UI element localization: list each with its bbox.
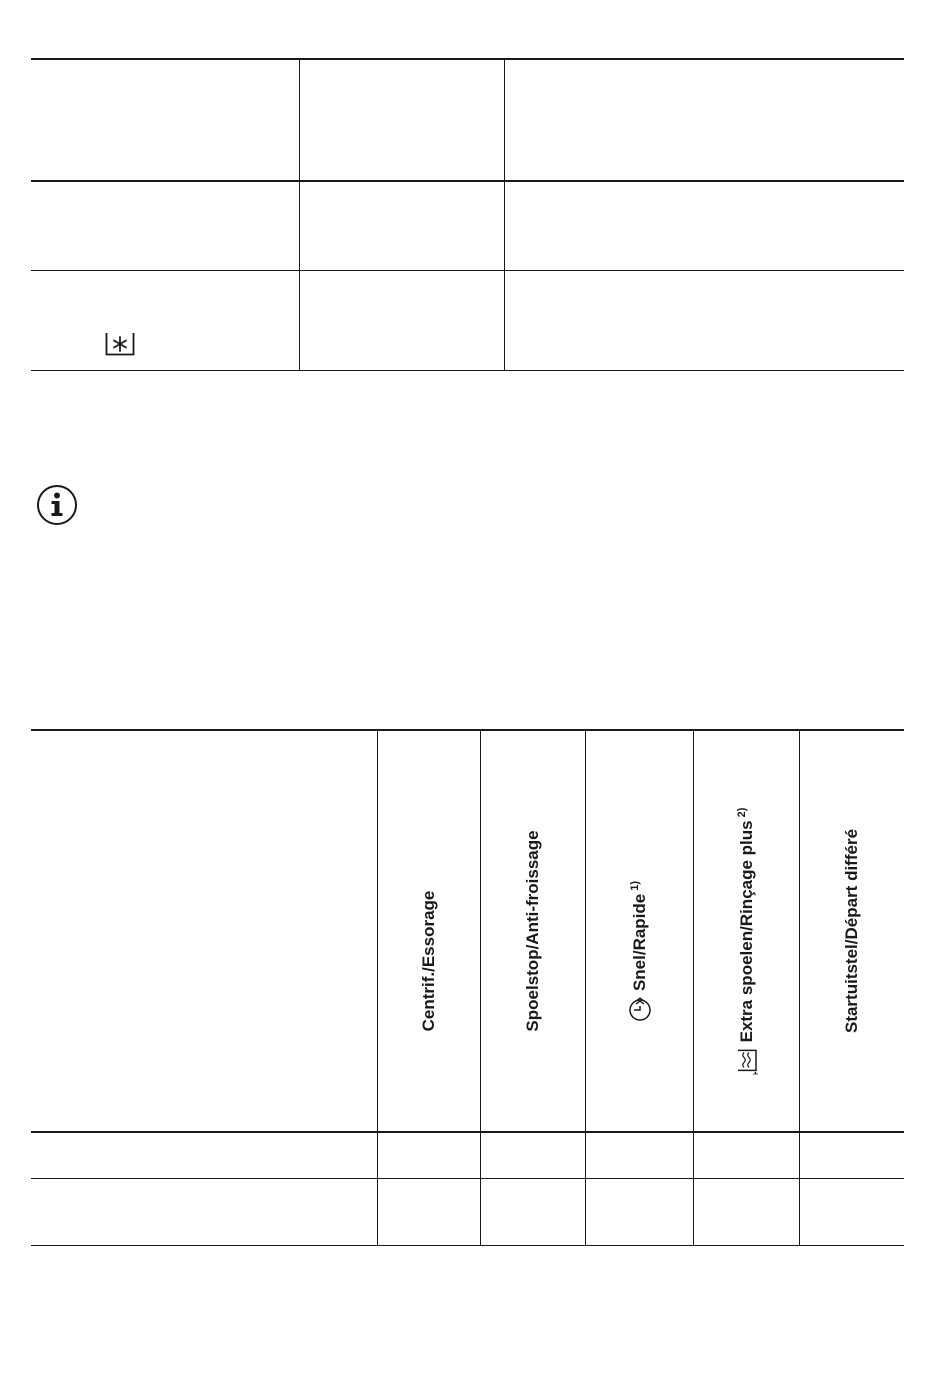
column-header-label: Startuitstel/Départ différé: [842, 828, 861, 1034]
table-row: [31, 1133, 904, 1178]
quick-icon: [628, 995, 652, 1021]
extra-rinse-icon: [736, 1046, 758, 1074]
table-row: [31, 271, 904, 370]
info-icon: [36, 484, 78, 526]
column-header-rinse-hold: [481, 731, 585, 1131]
options-table: [31, 729, 904, 1247]
column-header-quick: [586, 731, 693, 1131]
table-row: [31, 60, 904, 180]
column-header-label: Snel/Rapide: [629, 893, 649, 992]
table-rule-bottom: [31, 370, 904, 371]
table-rule-bottom: [31, 1245, 904, 1246]
column-header-spin: [378, 731, 480, 1131]
column-header-label: Centrif./Essorage: [419, 890, 438, 1032]
footnote-marker: 2): [735, 807, 748, 818]
column-header-delay-start: [800, 731, 904, 1131]
table-row: [31, 1179, 904, 1245]
column-header-label: Extra spoelen/Rinçage plus: [736, 820, 756, 1043]
wool-icon: [105, 332, 135, 356]
table-row: [31, 182, 904, 270]
footnote-marker: 1): [628, 880, 641, 891]
column-header-extra-rinse: [694, 731, 799, 1131]
top-table: [31, 58, 904, 371]
column-header-label: Spoelstop/Anti-froissage: [523, 830, 542, 1032]
